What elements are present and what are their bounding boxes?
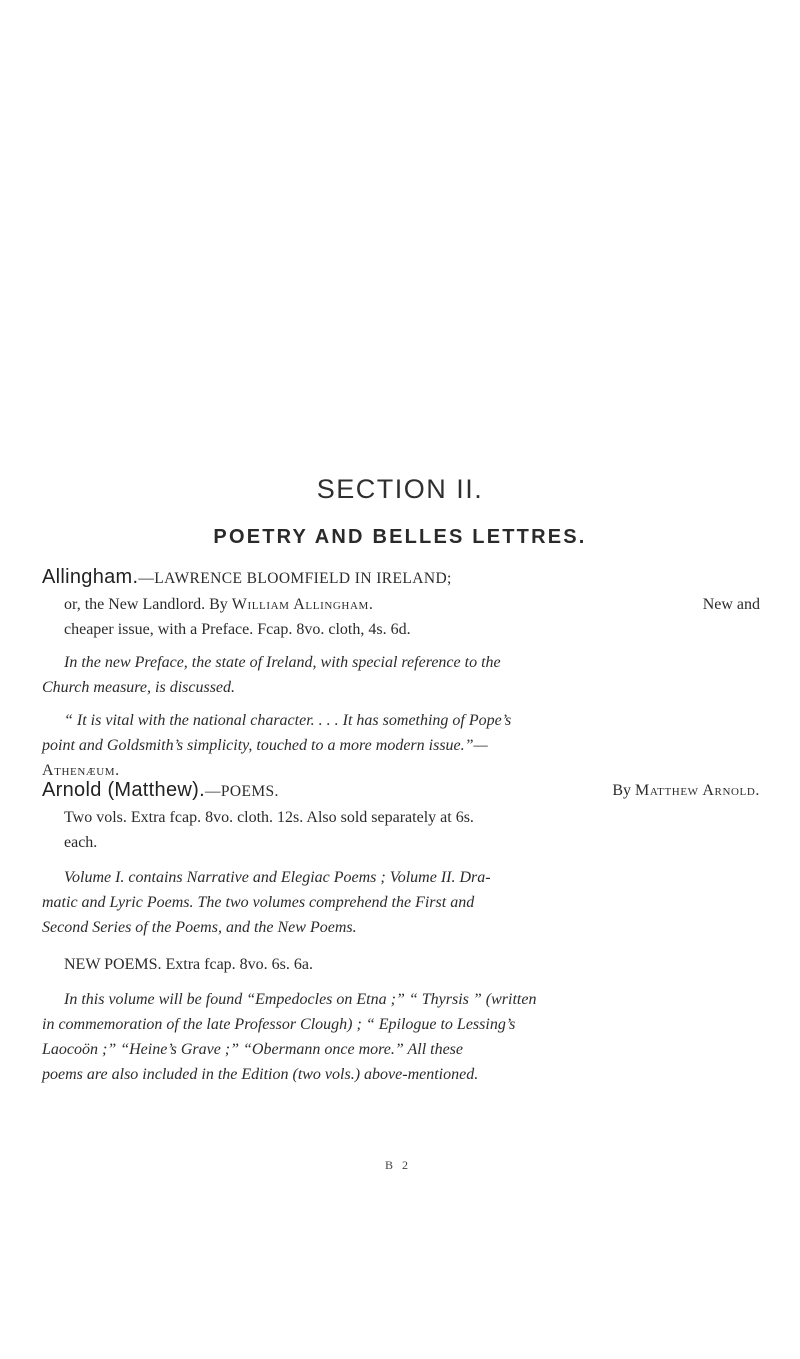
entry-note: in commemoration of the late Professor Clough) ; “ Epilogue to Lessing’s xyxy=(42,1016,516,1033)
entry-title-line: Arnold (Matthew).—POEMS. By Matthew Arnold. xyxy=(42,779,760,801)
book-title: —POEMS. xyxy=(204,783,279,800)
review-source: Athenæum. xyxy=(42,762,120,779)
author-name: Allingham. xyxy=(42,566,139,588)
entry-note: In this volume will be found “Empedocles on Etna ;” “ Thyrsis ” (written xyxy=(64,991,537,1008)
review-quote: point and Goldsmith’s simplicity, touched to a more modern issue.”— xyxy=(42,737,488,754)
entry-line: each. xyxy=(64,834,98,851)
author-credit: Matthew Arnold. xyxy=(635,782,760,799)
entry-note: Church measure, is discussed. xyxy=(42,679,236,696)
entry-note: Laocoön ;” “Heine’s Grave ;” “Obermann once more.” All these xyxy=(42,1041,464,1058)
signature-mark: B 2 xyxy=(385,1158,412,1172)
entry-note: Volume I. contains Narrative and Elegiac Poems ; Volume II. Dra- xyxy=(64,869,491,886)
book-title: —LAWRENCE BLOOMFIELD IN IRELAND; xyxy=(138,570,452,587)
author-name: Arnold (Matthew). xyxy=(42,779,205,801)
new-poems-entry: NEW POEMS. Extra fcap. 8vo. 6s. 6a. xyxy=(64,956,313,973)
entry-line: or, the New Landlord. By William Allingham. New and xyxy=(64,596,760,613)
entry-note: Second Series of the Poems, and the New Poems. xyxy=(42,919,357,936)
entry-title-line xyxy=(42,563,760,592)
entry-note: matic and Lyric Poems. The two volumes comprehend the First and xyxy=(42,894,475,911)
section-title: SECTION II. xyxy=(316,474,484,504)
entry-line: cheaper issue, with a Preface. Fcap. 8vo. cloth, 4s. 6d. xyxy=(64,621,411,638)
entry-line: Two vols. Extra fcap. 8vo. cloth. 12s. Also sold separately at 6s. xyxy=(64,809,474,826)
entry-allingham xyxy=(42,563,760,783)
entry-note: In the new Preface, the state of Ireland, with special reference to the xyxy=(64,654,501,671)
section-heading: POETRY AND BELLES LETTRES. xyxy=(213,526,587,548)
author-credit: William Allingham. xyxy=(231,596,374,613)
review-quote: “ It is vital with the national character. . . . It has something of Pope’s xyxy=(64,712,512,729)
entry-arnold xyxy=(42,776,760,1087)
entry-note: poems are also included in the Edition (two vols.) above-mentioned. xyxy=(42,1066,479,1083)
